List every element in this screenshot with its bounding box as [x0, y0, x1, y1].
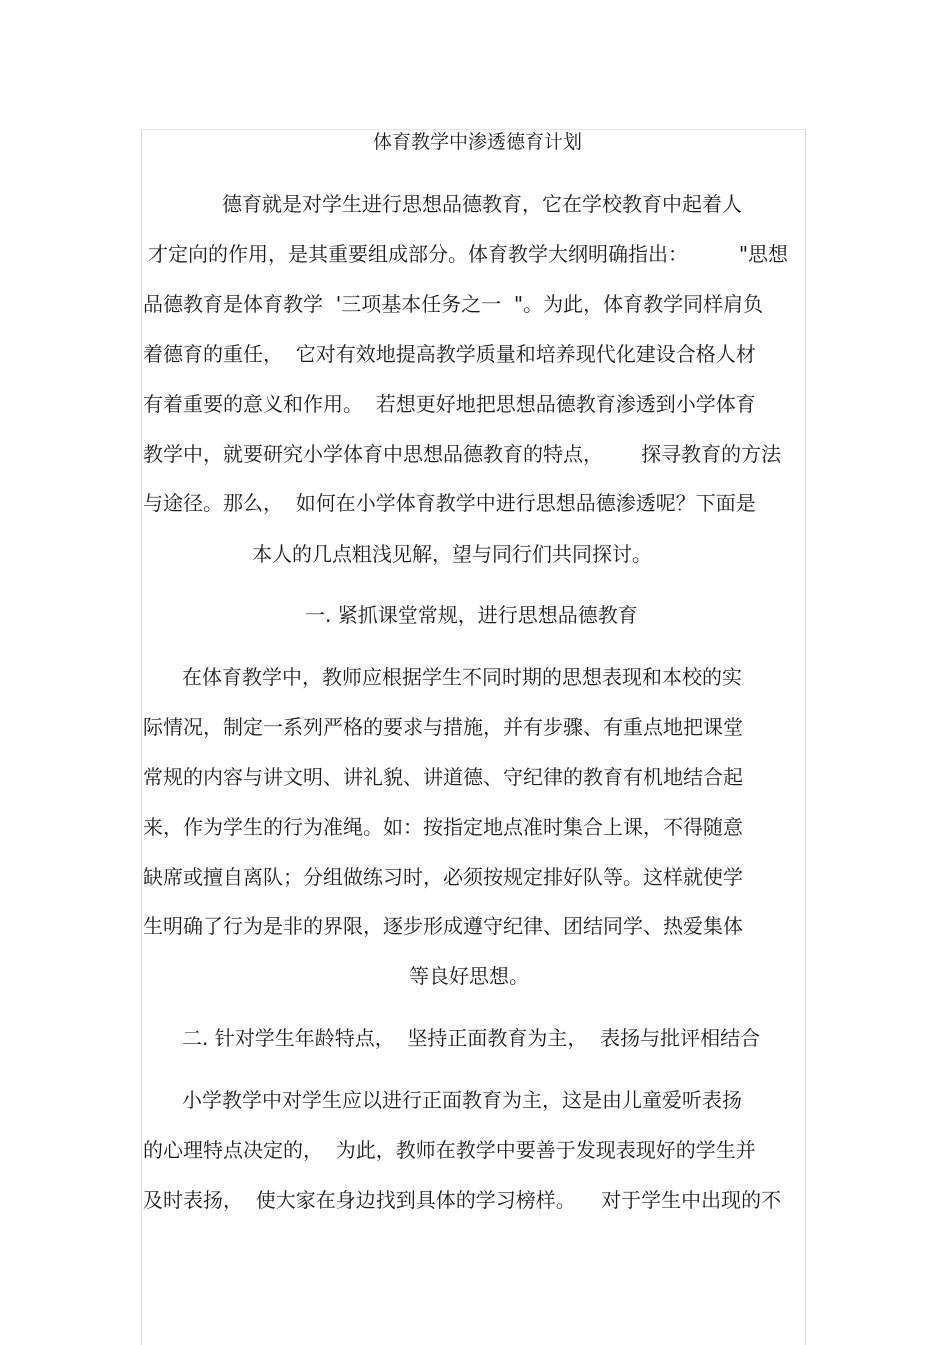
paragraph-line: 小学教学中对学生应以进行正面教育为主，这是由儿童爱听表扬 [182, 1088, 742, 1112]
paragraph-line: 德育就是对学生进行思想品德教育，它在学校教育中起着人 [222, 192, 742, 216]
paragraph-line: 教学中，就要研究小学体育中思想品德教育的特点， 探寻教育的方法 [143, 442, 782, 466]
section-heading: 二. 针对学生年龄特点， 坚持正面教育为主， 表扬与批评相结合 [182, 1026, 761, 1050]
paragraph-line: 有着重要的意义和作用。 若想更好地把思想品德教育渗透到小学体育 [143, 392, 756, 416]
paragraph-line: 的心理特点决定的， 为此，教师在教学中要善于发现表现好的学生并 [143, 1138, 756, 1162]
paragraph-line: 着德育的重任， 它对有效地提高教学质量和培养现代化建设合格人材 [143, 342, 756, 366]
paragraph-line: 生明确了行为是非的界限，逐步形成遵守纪律、团结同学、热爱集体 [143, 914, 743, 938]
paragraph-line: 等良好思想。 [409, 964, 529, 988]
paragraph-line: 常规的内容与讲文明、讲礼貌、讲道德、守纪律的教育有机地结合起 [143, 765, 743, 789]
paragraph-line: 本人的几点粗浅见解，望与同行们共同探讨。 [252, 542, 652, 566]
section-heading: 一. 紧抓课堂常规，进行思想品德教育 [305, 603, 638, 627]
document-title: 体育教学中渗透德育计划 [373, 131, 583, 153]
paragraph-line: 缺席或擅自离队；分组做练习时，必须按规定排好队等。这样就使学 [143, 865, 743, 889]
paragraph-line: 与途径。那么， 如何在小学体育教学中进行思想品德渗透呢？下面是 [143, 491, 756, 515]
paragraph-line: 在体育教学中，教师应根据学生不同时期的思想表现和本校的实 [182, 665, 742, 689]
paragraph-line: 才定向的作用，是其重要组成部分。体育教学大纲明确指出： "思想 [148, 242, 789, 266]
paragraph-line: 品德教育是体育教学 '三项基本任务之一 "。为此，体育教学同样肩负 [143, 292, 764, 316]
paragraph-line: 来，作为学生的行为准绳。如：按指定地点准时集合上课，不得随意 [143, 815, 743, 839]
paragraph-line: 及时表扬， 使大家在身边找到具体的学习榜样。 对于学生中出现的不 [143, 1188, 782, 1212]
paragraph-line: 际情况，制定一系列严格的要求与措施，并有步骤、有重点地把课堂 [143, 715, 743, 739]
